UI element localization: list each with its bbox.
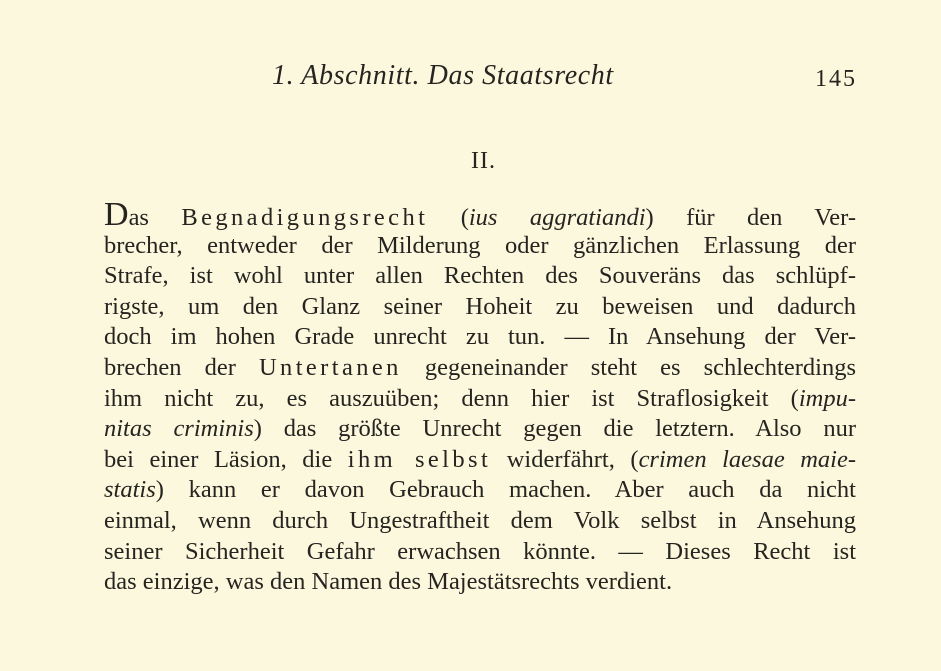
text-run: seiner Sicherheit Gefahr erwachsen könnte. — Dieses Recht ist [104,537,856,565]
body-paragraph [104,196,857,598]
text-run: brecher, entweder der Milderung oder gänzlichen Erlassung der [104,231,856,259]
text-run: ) kann er davon Gebrauch machen. Aber auch da nicht [155,476,856,504]
text-line [104,231,856,262]
text-run: ( [428,204,469,231]
text-line [104,322,856,353]
text-run: doch im hohen Grade unrecht zu tun. — In Ansehung der Ver- [104,323,856,351]
text-run: gegeneinander steht es schlechterdings [401,353,856,381]
text-line [104,384,856,415]
spaced-emphasis: Untertanen [258,353,402,381]
text-line [104,537,856,568]
text-run: rigste, um den Glanz seiner Hoheit zu beweisen und dadurch [104,292,856,320]
text-line [104,292,856,323]
initial-capital: D [104,196,129,233]
text-line [104,567,856,598]
text-run: ) für den Ver- [645,204,856,231]
text-run: widerfährt, ( [491,445,639,473]
text-line [104,475,856,506]
latin-term: crimen laesae maie- [638,445,857,473]
spaced-emphasis: Begnadigungsrecht [181,204,429,231]
latin-term: ius aggratiandi [468,204,646,231]
latin-term: nitas criminis [104,415,254,443]
text-line [104,261,856,292]
text-run: brechen der [104,353,259,381]
text-line [104,196,856,233]
text-line [104,445,856,476]
latin-term: impu- [798,384,856,412]
text-run: bei einer Läsion, die [104,445,348,473]
text-run: ihm nicht zu, es auszuüben; denn hier ist Straflosigkeit ( [104,384,799,412]
page-number: 145 [815,66,857,92]
section-numeral: II. [471,148,496,174]
latin-term: statis [104,476,156,504]
running-head: 1. Abschnitt. Das Staatsrecht [272,60,614,91]
text-line [104,353,856,384]
text-line [104,414,856,445]
page-header [0,60,941,100]
text-run: as [128,204,182,231]
text-run: einmal, wenn durch Ungestraftheit dem Volk selbst in Ansehung [104,506,856,534]
text-run: ) das größte Unrecht gegen die letztern. Also nur [253,415,856,443]
text-run: Strafe, ist wohl unter allen Rechten des Souveräns das schlüpf- [104,262,856,290]
text-run: das einzige, was den Namen des Majestätsrechts verdient. [104,568,673,596]
text-line [104,506,856,537]
spaced-emphasis: ihm selbst [347,445,492,473]
